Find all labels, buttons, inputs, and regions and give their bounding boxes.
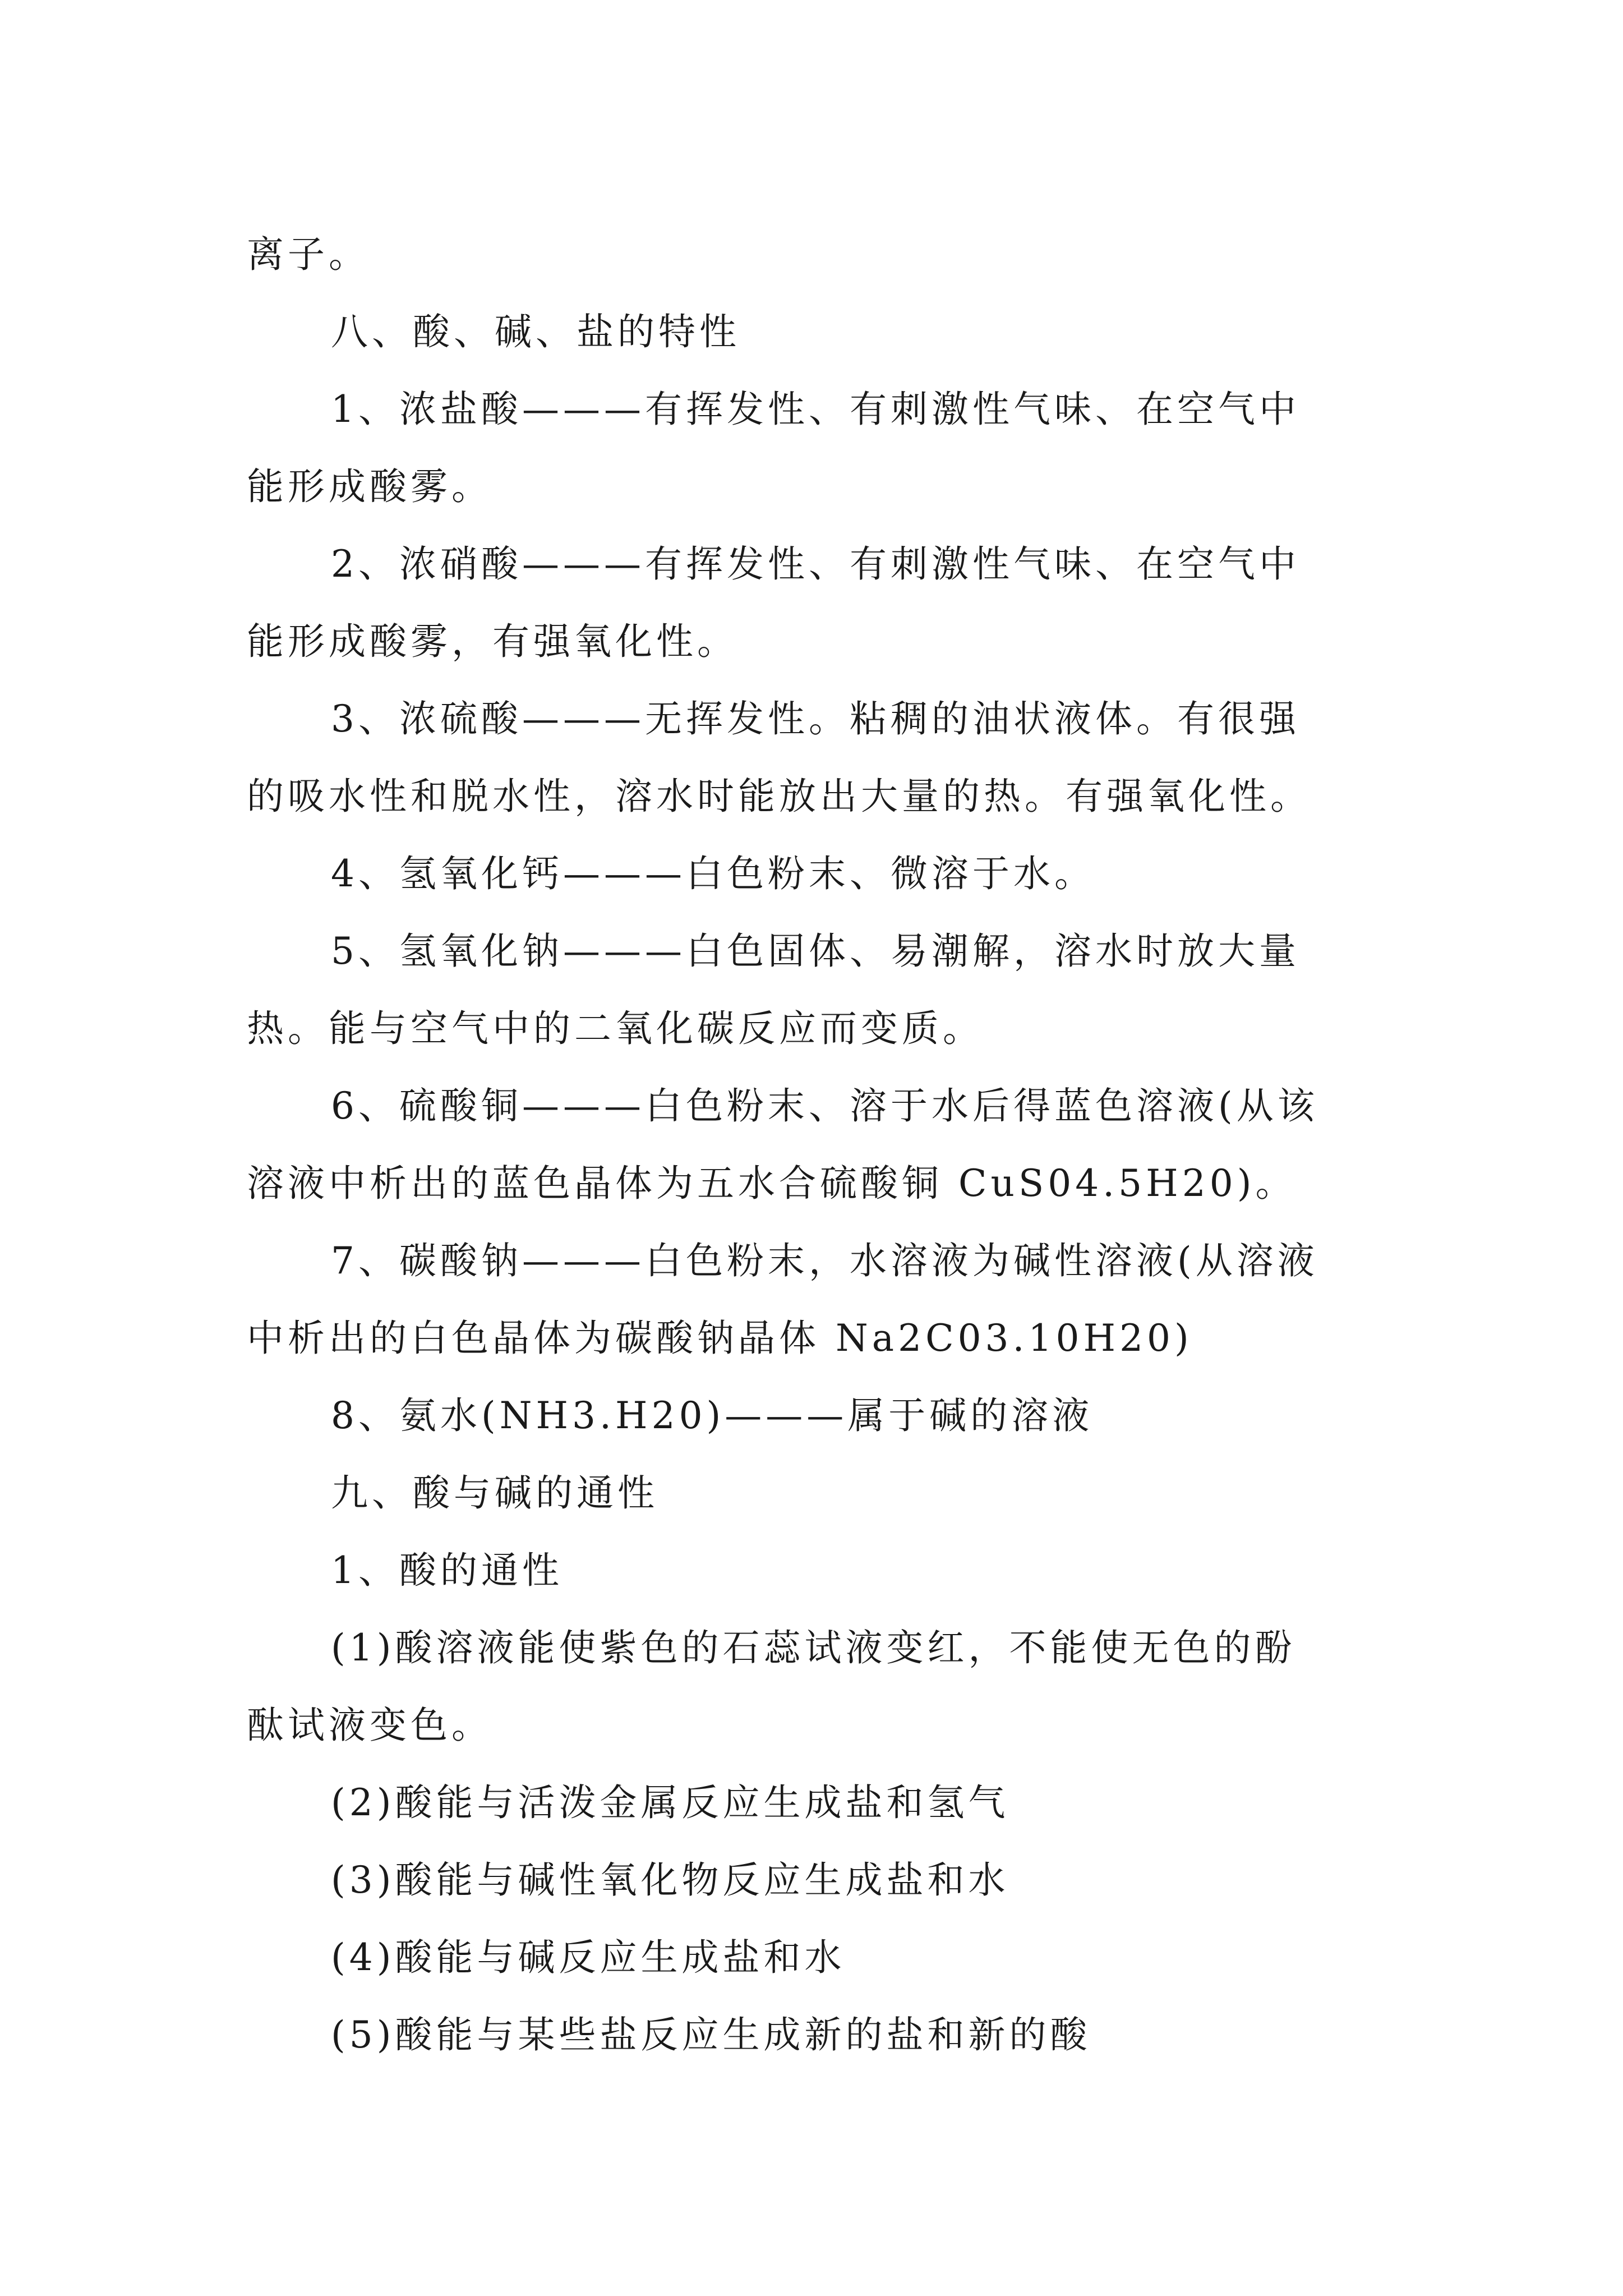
text-line: 热。能与空气中的二氧化碳反应而变质。 — [247, 1007, 984, 1050]
text-line: 中析出的白色晶体为碳酸钠晶体 Na2C03.10H20) — [247, 1317, 1193, 1360]
list-item: (2)酸能与活泼金属反应生成盐和氢气 — [331, 1781, 1009, 1824]
list-item: (3)酸能与碱性氧化物反应生成盐和水 — [331, 1858, 1009, 1902]
list-item: (1)酸溶液能使紫色的石蕊试液变红，不能使无色的酚 — [331, 1626, 1296, 1669]
text-line: 2、浓硝酸———有挥发性、有刺激性气味、在空气中 — [331, 542, 1300, 586]
text-line: 酞试液变色。 — [247, 1704, 492, 1747]
text-line: 4、氢氧化钙———白色粉末、微溶于水。 — [331, 852, 1095, 895]
text-line: 的吸水性和脱水性，溶水时能放出大量的热。有强氧化性。 — [247, 775, 1311, 818]
section-heading-8: 八、酸、碱、盐的特性 — [331, 310, 740, 353]
text-line: 7、碳酸钠———白色粉末，水溶液为碱性溶液(从溶液 — [331, 1239, 1318, 1282]
subsection-heading: 1、酸的通性 — [331, 1549, 563, 1592]
section-heading-9: 九、酸与碱的通性 — [331, 1471, 658, 1515]
document-body — [247, 216, 1413, 2074]
text-line: 1、浓盐酸———有挥发性、有刺激性气味、在空气中 — [331, 388, 1300, 431]
text-line: 能形成酸雾，有强氧化性。 — [247, 620, 738, 663]
text-line: 6、硫酸铜———白色粉末、溶于水后得蓝色溶液(从该 — [331, 1084, 1318, 1128]
list-item: (5)酸能与某些盐反应生成新的盐和新的酸 — [331, 2013, 1091, 2056]
text-line: 8、氨水(NH3.H20)———属于碱的溶液 — [331, 1394, 1094, 1437]
text-line: 溶液中析出的蓝色晶体为五水合硫酸铜 CuS04.5H20)。 — [247, 1162, 1297, 1205]
text-line: 能形成酸雾。 — [247, 465, 492, 508]
text-line: 5、氢氧化钠———白色固体、易潮解，溶水时放大量 — [331, 930, 1300, 973]
list-item: (4)酸能与碱反应生成盐和水 — [331, 1936, 846, 1979]
text-line: 3、浓硫酸———无挥发性。粘稠的油状液体。有很强 — [331, 697, 1300, 740]
text-line: 离子。 — [247, 233, 370, 276]
